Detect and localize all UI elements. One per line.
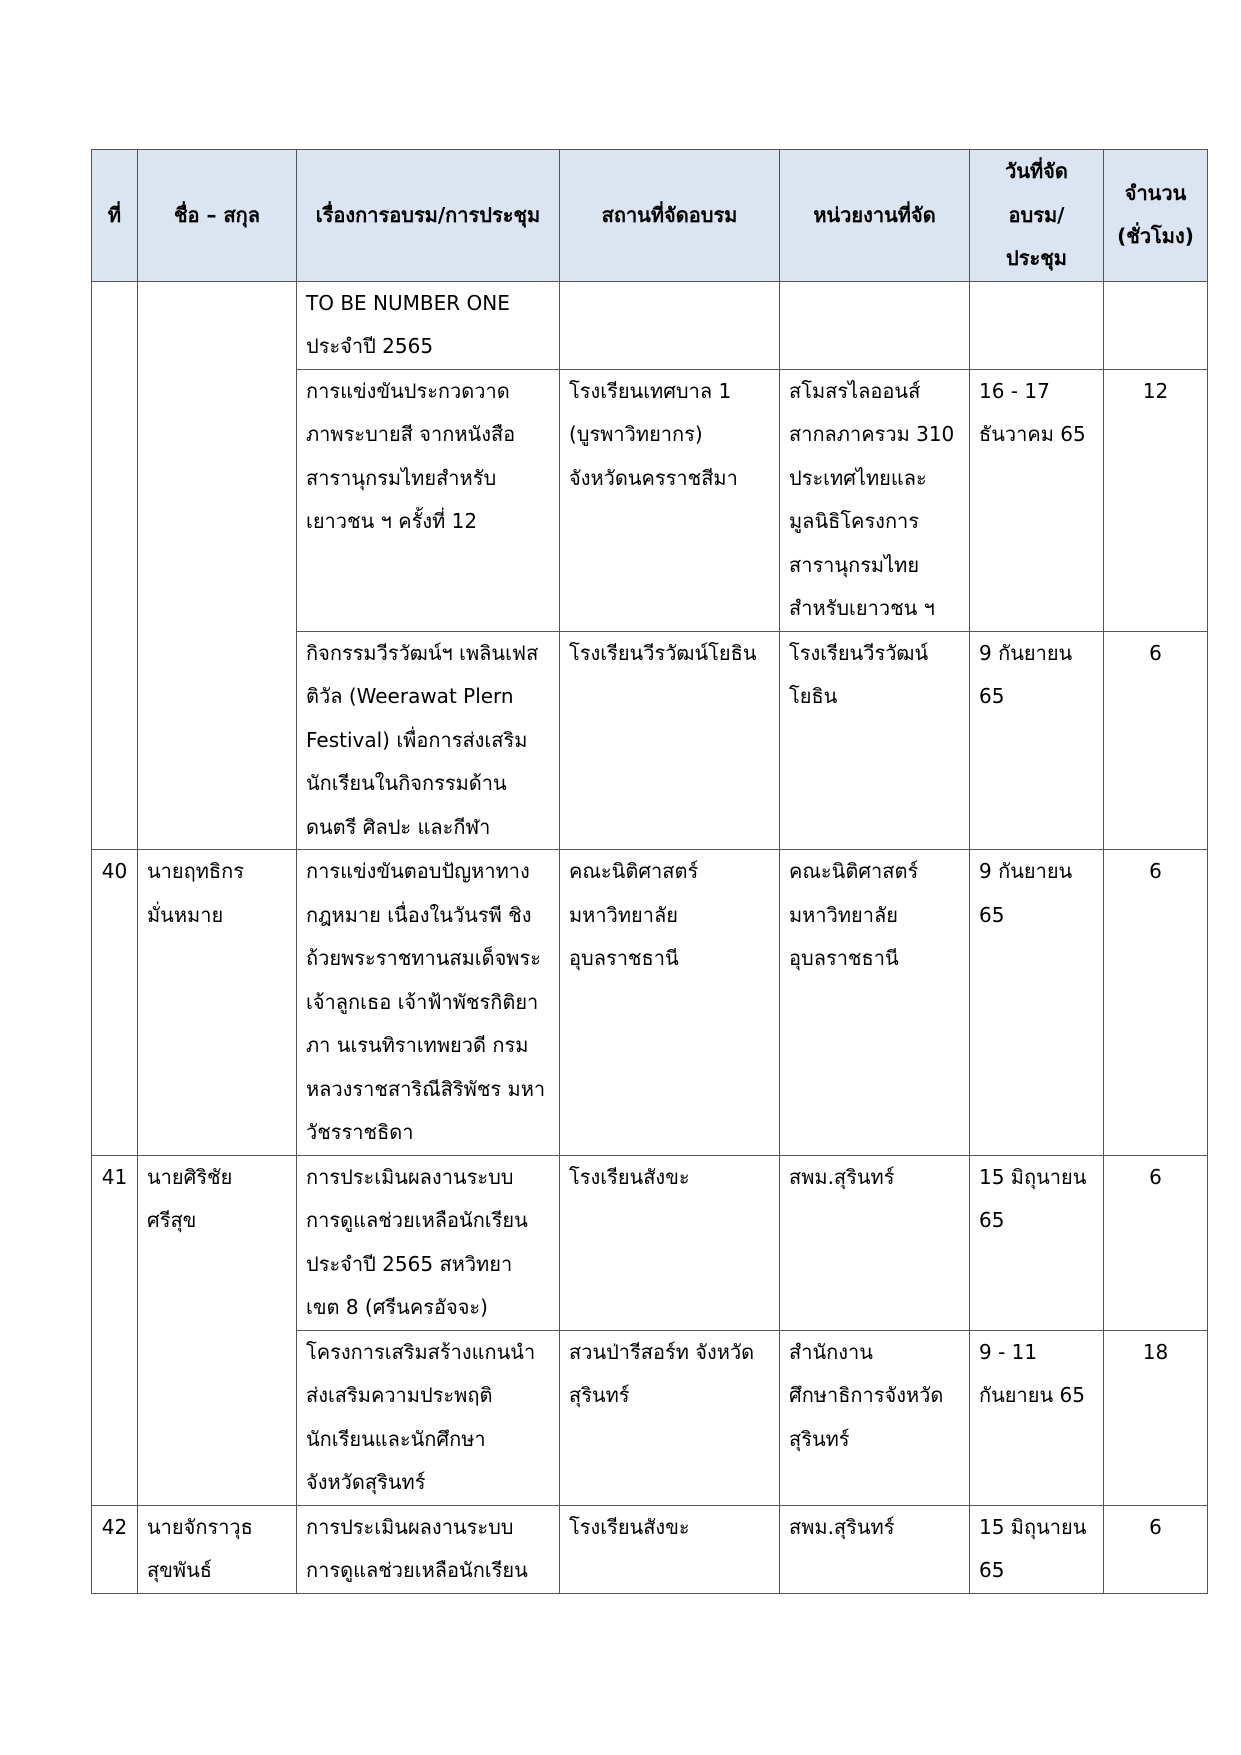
table-body [92,281,1208,1593]
header-name: ชื่อ – สกุล [138,150,297,282]
date-line: 65 [979,902,1005,927]
hours-cell: 6 [1104,631,1208,850]
header-organizer: หน่วยงานที่จัด [780,150,970,282]
date-line: 65 [979,1208,1005,1232]
topic-line: การแข่งขันประกวดวาด [306,378,510,403]
name-cell [138,281,297,850]
organizer-line: สุรินทร์ [789,1426,850,1451]
header-hours [1104,150,1208,282]
organizer-cell [780,850,970,1156]
organizer-line: คณะนิติศาสตร์ [789,859,919,883]
organizer-line: สพม.สุรินทร์ [789,1514,895,1539]
organizer-line: ประเทศไทยและ [789,465,927,490]
name-cell [138,1155,297,1505]
venue-line: จังหวัดนครราชสีมา [569,465,738,490]
topic-line: สารานุกรมไทยสำหรับ [306,465,497,490]
organizer-line: สารานุกรมไทย [789,552,920,577]
name-cell [138,1505,297,1593]
topic-line: ภาพระบายสี จากหนังสือ [306,422,516,446]
header-no: ที่ [92,150,138,282]
topic-line: ประจำปี 2565 สหวิทยา [306,1251,513,1276]
topic-line: ติวัล (Weerawat Plern [306,684,514,708]
header-date-line: ประชุม [1006,246,1067,270]
venue-line: มหาวิทยาลัย [569,902,678,927]
table-row [92,1505,1208,1593]
table-row [92,1155,1208,1330]
no-cell [92,281,138,850]
header-date-line: อบรม/ [1008,202,1065,227]
name-line: ศรีสุข [147,1208,197,1232]
venue-line: อุบลราชธานี [569,946,679,970]
topic-line: ถ้วยพระราชทานสมเด็จพระ [306,946,541,970]
hours-cell: 18 [1104,1330,1208,1505]
topic-cell [297,1155,560,1330]
name-line: นายฤทธิกร [147,859,244,883]
training-table [91,149,1208,1594]
date-line: 9 - 11 [979,1339,1038,1364]
venue-cell [560,1155,780,1330]
topic-line: กิจกรรมวีรวัฒน์ฯ เพลินเฟส [306,640,539,665]
date-line: 65 [979,684,1005,708]
hours-cell: 6 [1104,1155,1208,1330]
topic-line: หลวงราชสาริณีสิริพัชร มหา [306,1076,546,1101]
topic-line: การดูแลช่วยเหลือนักเรียน [306,1208,528,1232]
header-venue: สถานที่จัดอบรม [560,150,780,282]
name-cell [138,850,297,1156]
date-line: กันยายน 65 [979,1383,1085,1407]
topic-line: นักเรียนในกิจกรรมด้าน [306,771,507,795]
organizer-line: มหาวิทยาลัย [789,902,898,927]
header-date-line: วันที่จัด [1005,159,1068,183]
date-line: 65 [979,1558,1005,1582]
venue-cell [560,281,780,369]
venue-line: (บูรพาวิทยากร) [569,422,703,446]
organizer-line: มูลนิธิโครงการ [789,509,920,533]
topic-line: การประเมินผลงานระบบ [306,1514,514,1539]
venue-line: สวนป่ารีสอร์ท จังหวัด [569,1339,755,1364]
organizer-cell [780,281,970,369]
hours-cell [1104,281,1208,369]
date-cell [970,850,1104,1156]
date-cell [970,1505,1104,1593]
topic-line: ส่งเสริมความประพฤติ [306,1383,493,1407]
venue-line: โรงเรียนเทศบาล 1 [569,378,732,403]
header-date [970,150,1104,282]
organizer-line: สำนักงาน [789,1339,873,1364]
organizer-line: อุบลราชธานี [789,946,899,970]
hours-cell: 6 [1104,1505,1208,1593]
organizer-line: โรงเรียนวีรวัฒน์ [789,640,929,665]
header-topic: เรื่องการอบรม/การประชุม [297,150,560,282]
topic-line: วัชรราชธิดา [306,1120,414,1144]
organizer-cell [780,1330,970,1505]
topic-line: การประเมินผลงานระบบ [306,1164,514,1189]
organizer-cell [780,1155,970,1330]
topic-line: เขต 8 (ศรีนครอัจจะ) [306,1295,488,1319]
organizer-line: โยธิน [789,684,838,708]
topic-line: ประจำปี 2565 [306,334,434,358]
organizer-line: ศึกษาธิการจังหวัด [789,1383,944,1407]
topic-line: กฎหมาย เนื่องในวันรพี ชิง [306,902,532,927]
topic-line: การแข่งขันตอบปัญหาทาง [306,859,530,883]
topic-cell [297,850,560,1156]
name-line: สุขพันธ์ [147,1558,212,1582]
topic-line: Festival) เพื่อการส่งเสริม [306,727,528,752]
no-cell: 40 [92,850,138,1156]
table-row [92,281,1208,369]
date-cell [970,369,1104,631]
table-header [92,150,1208,282]
topic-cell [297,1330,560,1505]
organizer-line: สำหรับเยาวชน ฯ [789,596,935,620]
name-line: มั่นหมาย [147,902,224,927]
venue-line: สุรินทร์ [569,1383,630,1407]
date-line: 9 กันยายน [979,859,1073,883]
header-hours-line: จำนวน [1124,180,1187,205]
organizer-cell [780,369,970,631]
topic-line: เยาวชน ฯ ครั้งที่ 12 [306,509,478,533]
organizer-line: สพม.สุรินทร์ [789,1164,895,1189]
topic-cell [297,1505,560,1593]
topic-cell [297,281,560,369]
venue-cell [560,1330,780,1505]
organizer-cell [780,1505,970,1593]
venue-cell [560,369,780,631]
date-line: 16 - 17 [979,378,1050,403]
organizer-line: สโมสรไลออนส์ [789,378,921,403]
name-line: นายศิริชัย [147,1164,233,1189]
header-hours-line: (ชั่วโมง) [1117,224,1194,249]
topic-cell [297,369,560,631]
topic-line: โครงการเสริมสร้างแกนนำ [306,1339,536,1364]
date-line: 15 มิถุนายน [979,1164,1087,1189]
topic-line: เจ้าลูกเธอ เจ้าฟ้าพัชรกิติยา [306,989,539,1014]
hours-cell: 6 [1104,850,1208,1156]
no-cell: 42 [92,1505,138,1593]
topic-line: การดูแลช่วยเหลือนักเรียน [306,1558,528,1582]
no-cell: 41 [92,1155,138,1505]
venue-line: คณะนิติศาสตร์ [569,859,699,883]
venue-cell [560,1505,780,1593]
header-row [92,150,1208,282]
date-line: 15 มิถุนายน [979,1514,1087,1539]
venue-cell [560,631,780,850]
topic-line: นักเรียนและนักศึกษา [306,1426,486,1451]
topic-line: จังหวัดสุรินทร์ [306,1470,426,1494]
organizer-line: สากลภาครวม 310 [789,422,955,446]
venue-cell [560,850,780,1156]
topic-line: ภา นเรนทิราเทพยวดี กรม [306,1033,529,1057]
topic-cell [297,631,560,850]
topic-line: ดนตรี ศิลปะ และกีฬา [306,814,491,839]
venue-line: โรงเรียนสังขะ [569,1164,690,1189]
date-line: ธันวาคม 65 [979,422,1086,446]
venue-line: โรงเรียนสังขะ [569,1514,690,1539]
name-line: นายจักราวุธ [147,1514,253,1539]
table-row [92,850,1208,1156]
organizer-cell [780,631,970,850]
venue-line: โรงเรียนวีรวัฒน์โยธิน [569,640,757,665]
date-cell [970,281,1104,369]
date-cell [970,631,1104,850]
date-line: 9 กันยายน [979,640,1073,665]
date-cell [970,1330,1104,1505]
topic-line: TO BE NUMBER ONE [306,290,510,315]
date-cell [970,1155,1104,1330]
hours-cell: 12 [1104,369,1208,631]
